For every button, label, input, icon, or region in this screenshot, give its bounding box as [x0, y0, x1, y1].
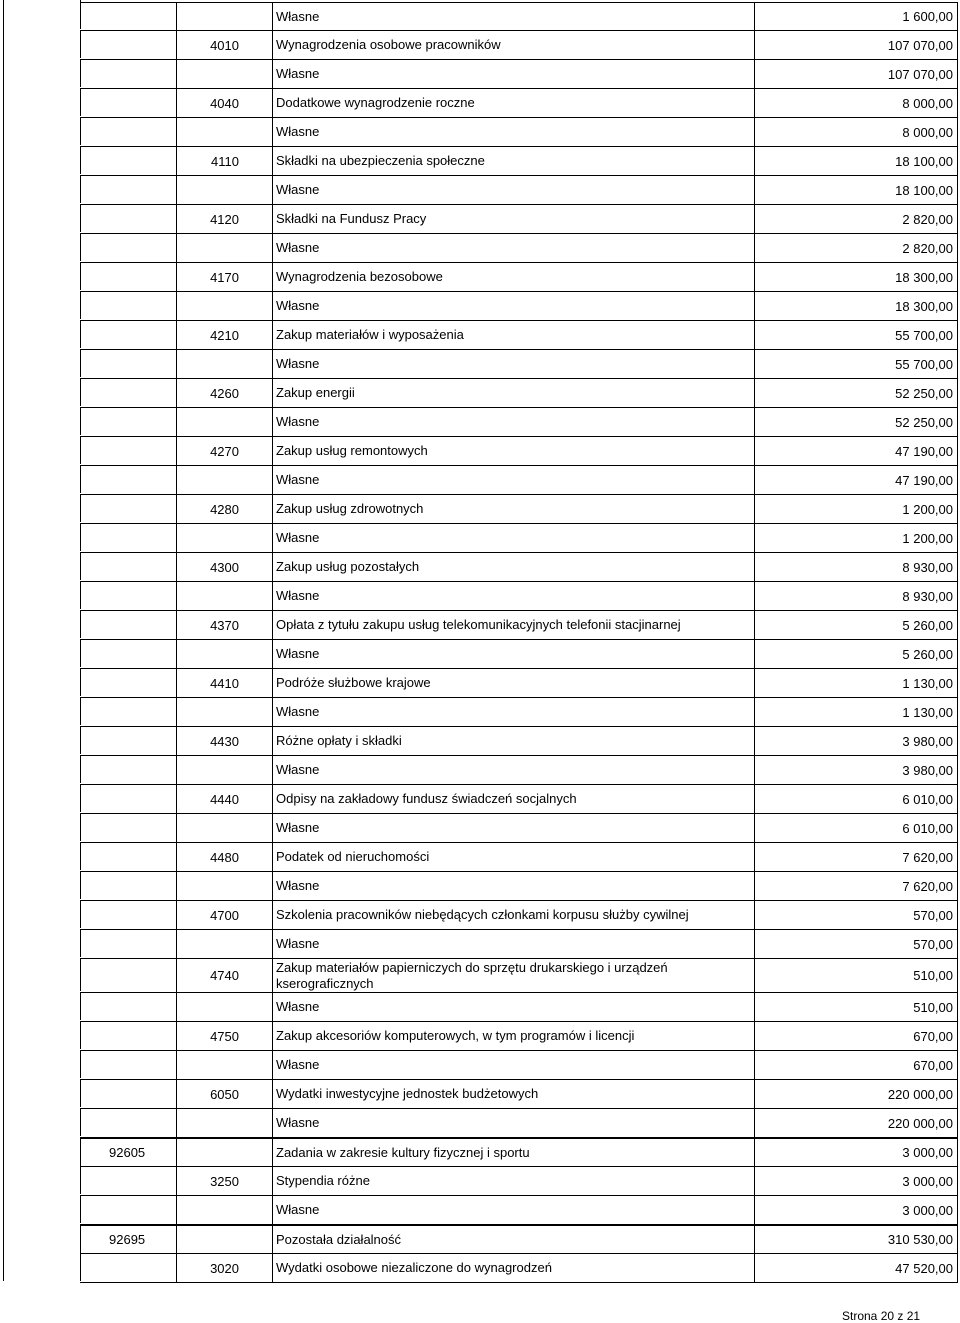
kwota-cell: 6 010,00 — [754, 785, 958, 813]
table-row-wlasne — [80, 292, 958, 321]
kwota-cell: 8 000,00 — [754, 89, 958, 117]
kwota-cell: 5 260,00 — [754, 611, 958, 639]
rozdzial-cell — [80, 437, 176, 465]
rozdzial-cell — [80, 89, 176, 117]
table-row-wlasne — [80, 1196, 958, 1225]
kwota-cell: 3 000,00 — [754, 1139, 958, 1166]
nazwa-cell: Własne — [272, 930, 754, 958]
kwota-cell: 1 130,00 — [754, 698, 958, 726]
table-row-wlasne — [80, 1051, 958, 1080]
paragraf-cell — [176, 524, 272, 552]
table-row-paragraf — [80, 31, 958, 60]
paragraf-cell: 4010 — [176, 31, 272, 59]
table-row-rozdzial — [80, 1138, 958, 1167]
nazwa-cell: Własne — [272, 1109, 754, 1137]
kwota-cell: 2 820,00 — [754, 205, 958, 233]
nazwa-cell: Własne — [272, 176, 754, 204]
paragraf-cell — [176, 1139, 272, 1166]
kwota-cell: 55 700,00 — [754, 350, 958, 378]
paragraf-cell: 4410 — [176, 669, 272, 697]
paragraf-cell — [176, 466, 272, 494]
nazwa-cell: Własne — [272, 118, 754, 146]
rozdzial-cell — [80, 379, 176, 407]
rozdzial-cell — [80, 611, 176, 639]
kwota-cell: 18 300,00 — [754, 292, 958, 320]
rozdzial-cell — [80, 350, 176, 378]
paragraf-cell: 4700 — [176, 901, 272, 929]
rozdzial-cell — [80, 727, 176, 755]
kwota-cell: 1 200,00 — [754, 524, 958, 552]
kwota-cell: 7 620,00 — [754, 843, 958, 871]
table-row-paragraf — [80, 205, 958, 234]
kwota-cell: 47 190,00 — [754, 466, 958, 494]
table-row-wlasne — [80, 466, 958, 495]
kwota-cell: 220 000,00 — [754, 1109, 958, 1137]
rozdzial-cell — [80, 785, 176, 813]
nazwa-cell: Składki na ubezpieczenia społeczne — [272, 147, 754, 175]
rozdzial-cell — [80, 495, 176, 523]
table-row-paragraf — [80, 437, 958, 466]
nazwa-cell: Zakup usług pozostałych — [272, 553, 754, 581]
rozdzial-cell — [80, 582, 176, 610]
nazwa-cell: Szkolenia pracowników niebędących członkami korpusu służby cywilnej — [272, 901, 754, 929]
rozdzial-cell — [80, 466, 176, 494]
rozdzial-cell — [80, 698, 176, 726]
rozdzial-cell — [80, 118, 176, 146]
paragraf-cell: 4110 — [176, 147, 272, 175]
paragraf-cell: 4750 — [176, 1022, 272, 1050]
nazwa-cell: Składki na Fundusz Pracy — [272, 205, 754, 233]
kwota-cell: 570,00 — [754, 930, 958, 958]
paragraf-cell — [176, 1051, 272, 1079]
kwota-cell: 8 000,00 — [754, 118, 958, 146]
kwota-cell: 47 520,00 — [754, 1254, 958, 1282]
paragraf-cell — [176, 930, 272, 958]
paragraf-cell: 4170 — [176, 263, 272, 291]
paragraf-cell: 4440 — [176, 785, 272, 813]
table-row-paragraf — [80, 843, 958, 872]
nazwa-cell: Zakup materiałów i wyposażenia — [272, 321, 754, 349]
kwota-cell: 3 980,00 — [754, 756, 958, 784]
rozdzial-cell: 92605 — [80, 1139, 176, 1166]
table-row-paragraf — [80, 611, 958, 640]
table-row-wlasne — [80, 408, 958, 437]
kwota-cell: 1 600,00 — [754, 3, 958, 30]
page-number: Strona 20 z 21 — [842, 1309, 921, 1323]
kwota-cell: 8 930,00 — [754, 553, 958, 581]
paragraf-cell — [176, 993, 272, 1021]
rozdzial-cell — [80, 205, 176, 233]
nazwa-cell: Zakup usług zdrowotnych — [272, 495, 754, 523]
paragraf-cell: 4260 — [176, 379, 272, 407]
nazwa-cell: Zakup materiałów papierniczych do sprzętu drukarskiego i urządzeń kserograficznych — [272, 959, 754, 992]
nazwa-cell: Własne — [272, 524, 754, 552]
paragraf-cell: 6050 — [176, 1080, 272, 1108]
table-row-paragraf — [80, 669, 958, 698]
nazwa-cell: Własne — [272, 408, 754, 436]
table-row-paragraf — [80, 1080, 958, 1109]
kwota-cell: 310 530,00 — [754, 1226, 958, 1253]
paragraf-cell: 4300 — [176, 553, 272, 581]
nazwa-cell: Opłata z tytułu zakupu usług telekomunikacyjnych telefonii stacjinarnej — [272, 611, 754, 639]
table-row-wlasne — [80, 993, 958, 1022]
rozdzial-cell — [80, 843, 176, 871]
rozdzial-cell — [80, 234, 176, 262]
rozdzial-cell — [80, 669, 176, 697]
table-row-wlasne — [80, 872, 958, 901]
rozdzial-cell: 92695 — [80, 1226, 176, 1253]
kwota-cell: 47 190,00 — [754, 437, 958, 465]
table-row-wlasne — [80, 582, 958, 611]
table-row-wlasne — [80, 60, 958, 89]
kwota-cell: 220 000,00 — [754, 1080, 958, 1108]
paragraf-cell: 4210 — [176, 321, 272, 349]
nazwa-cell: Własne — [272, 756, 754, 784]
table-row-wlasne — [80, 2, 958, 31]
nazwa-cell: Własne — [272, 60, 754, 88]
nazwa-cell: Własne — [272, 292, 754, 320]
nazwa-cell: Własne — [272, 1051, 754, 1079]
kwota-cell: 510,00 — [754, 959, 958, 992]
rozdzial-cell — [80, 263, 176, 291]
nazwa-cell: Zakup energii — [272, 379, 754, 407]
table-row-wlasne — [80, 176, 958, 205]
nazwa-cell: Wydatki inwestycyjne jednostek budżetowych — [272, 1080, 754, 1108]
paragraf-cell — [176, 1109, 272, 1137]
rozdzial-cell — [80, 1254, 176, 1282]
kwota-cell: 8 930,00 — [754, 582, 958, 610]
kwota-cell: 18 100,00 — [754, 176, 958, 204]
paragraf-cell — [176, 60, 272, 88]
rozdzial-cell — [80, 756, 176, 784]
paragraf-cell: 4270 — [176, 437, 272, 465]
kwota-cell: 3 000,00 — [754, 1196, 958, 1224]
nazwa-cell: Własne — [272, 814, 754, 842]
nazwa-cell: Własne — [272, 993, 754, 1021]
rozdzial-cell — [80, 1080, 176, 1108]
paragraf-cell — [176, 408, 272, 436]
rozdzial-cell — [80, 3, 176, 30]
kwota-cell: 6 010,00 — [754, 814, 958, 842]
table-row-paragraf — [80, 89, 958, 118]
rozdzial-cell — [80, 901, 176, 929]
rozdzial-cell — [80, 1051, 176, 1079]
kwota-cell: 7 620,00 — [754, 872, 958, 900]
rozdzial-cell — [80, 1022, 176, 1050]
paragraf-cell: 4430 — [176, 727, 272, 755]
rozdzial-cell — [80, 321, 176, 349]
nazwa-cell: Własne — [272, 698, 754, 726]
table-row-paragraf — [80, 553, 958, 582]
kwota-cell: 55 700,00 — [754, 321, 958, 349]
nazwa-cell: Własne — [272, 350, 754, 378]
rozdzial-cell — [80, 147, 176, 175]
kwota-cell: 5 260,00 — [754, 640, 958, 668]
paragraf-cell: 4040 — [176, 89, 272, 117]
paragraf-cell — [176, 1226, 272, 1253]
kwota-cell: 1 130,00 — [754, 669, 958, 697]
nazwa-cell: Własne — [272, 582, 754, 610]
table-row-wlasne — [80, 814, 958, 843]
rozdzial-cell — [80, 524, 176, 552]
kwota-cell: 107 070,00 — [754, 60, 958, 88]
paragraf-cell: 4740 — [176, 959, 272, 992]
table-row-wlasne — [80, 756, 958, 785]
paragraf-cell — [176, 234, 272, 262]
rozdzial-cell — [80, 31, 176, 59]
paragraf-cell — [176, 640, 272, 668]
paragraf-cell — [176, 350, 272, 378]
table-row-wlasne — [80, 234, 958, 263]
nazwa-cell: Pozostała działalność — [272, 1226, 754, 1253]
nazwa-cell: Własne — [272, 3, 754, 30]
kwota-cell: 2 820,00 — [754, 234, 958, 262]
kwota-cell: 52 250,00 — [754, 408, 958, 436]
nazwa-cell: Podróże służbowe krajowe — [272, 669, 754, 697]
rozdzial-cell — [80, 930, 176, 958]
paragraf-cell — [176, 814, 272, 842]
kwota-cell: 52 250,00 — [754, 379, 958, 407]
paragraf-cell: 3250 — [176, 1167, 272, 1195]
nazwa-cell: Wydatki osobowe niezaliczone do wynagrodzeń — [272, 1254, 754, 1282]
nazwa-cell: Stypendia różne — [272, 1167, 754, 1195]
rozdzial-cell — [80, 993, 176, 1021]
nazwa-cell: Zakup akcesoriów komputerowych, w tym programów i licencji — [272, 1022, 754, 1050]
paragraf-cell — [176, 872, 272, 900]
table-row-paragraf — [80, 495, 958, 524]
paragraf-cell — [176, 3, 272, 30]
rozdzial-cell — [80, 872, 176, 900]
paragraf-cell — [176, 582, 272, 610]
table-row-wlasne — [80, 118, 958, 147]
paragraf-cell: 3020 — [176, 1254, 272, 1282]
paragraf-cell: 4480 — [176, 843, 272, 871]
kwota-cell: 18 300,00 — [754, 263, 958, 291]
nazwa-cell: Własne — [272, 1196, 754, 1224]
nazwa-cell: Własne — [272, 640, 754, 668]
nazwa-cell: Własne — [272, 872, 754, 900]
kwota-cell: 3 980,00 — [754, 727, 958, 755]
table-row-wlasne — [80, 698, 958, 727]
paragraf-cell — [176, 1196, 272, 1224]
kwota-cell: 670,00 — [754, 1051, 958, 1079]
table-row-paragraf — [80, 263, 958, 292]
table-row-wlasne — [80, 350, 958, 379]
nazwa-cell: Odpisy na zakładowy fundusz świadczeń socjalnych — [272, 785, 754, 813]
paragraf-cell — [176, 756, 272, 784]
table-row-paragraf — [80, 147, 958, 176]
budget-table — [80, 2, 958, 1283]
table-row-paragraf — [80, 379, 958, 408]
paragraf-cell: 4370 — [176, 611, 272, 639]
paragraf-cell: 4120 — [176, 205, 272, 233]
nazwa-cell: Dodatkowe wynagrodzenie roczne — [272, 89, 754, 117]
rozdzial-cell — [80, 408, 176, 436]
table-row-wlasne — [80, 1109, 958, 1138]
rozdzial-cell — [80, 60, 176, 88]
kwota-cell: 510,00 — [754, 993, 958, 1021]
rozdzial-cell — [80, 1109, 176, 1137]
paragraf-cell — [176, 698, 272, 726]
table-row-paragraf — [80, 1254, 958, 1283]
nazwa-cell: Zakup usług remontowych — [272, 437, 754, 465]
nazwa-cell: Wynagrodzenia bezosobowe — [272, 263, 754, 291]
table-row-paragraf — [80, 959, 958, 993]
table-row-paragraf — [80, 785, 958, 814]
kwota-cell: 18 100,00 — [754, 147, 958, 175]
table-row-wlasne — [80, 640, 958, 669]
kwota-cell: 670,00 — [754, 1022, 958, 1050]
paragraf-cell — [176, 118, 272, 146]
nazwa-cell: Własne — [272, 466, 754, 494]
rozdzial-cell — [80, 640, 176, 668]
rozdzial-cell — [80, 176, 176, 204]
paragraf-cell: 4280 — [176, 495, 272, 523]
table-row-wlasne — [80, 930, 958, 959]
nazwa-cell: Własne — [272, 234, 754, 262]
paragraf-cell — [176, 292, 272, 320]
rozdzial-cell — [80, 553, 176, 581]
left-margin-line — [3, 0, 4, 1281]
nazwa-cell: Zadania w zakresie kultury fizycznej i sportu — [272, 1139, 754, 1166]
rozdzial-cell — [80, 814, 176, 842]
kwota-cell: 570,00 — [754, 901, 958, 929]
nazwa-cell: Podatek od nieruchomości — [272, 843, 754, 871]
kwota-cell: 1 200,00 — [754, 495, 958, 523]
table-row-paragraf — [80, 1167, 958, 1196]
table-row-wlasne — [80, 524, 958, 553]
rozdzial-cell — [80, 1196, 176, 1224]
nazwa-cell: Wynagrodzenia osobowe pracowników — [272, 31, 754, 59]
table-row-paragraf — [80, 901, 958, 930]
paragraf-cell — [176, 176, 272, 204]
table-row-paragraf — [80, 1022, 958, 1051]
nazwa-cell: Różne opłaty i składki — [272, 727, 754, 755]
rozdzial-cell — [80, 292, 176, 320]
kwota-cell: 3 000,00 — [754, 1167, 958, 1195]
rozdzial-cell — [80, 1167, 176, 1195]
table-row-rozdzial — [80, 1225, 958, 1254]
table-row-paragraf — [80, 321, 958, 350]
kwota-cell: 107 070,00 — [754, 31, 958, 59]
rozdzial-cell — [80, 959, 176, 992]
table-row-paragraf — [80, 727, 958, 756]
